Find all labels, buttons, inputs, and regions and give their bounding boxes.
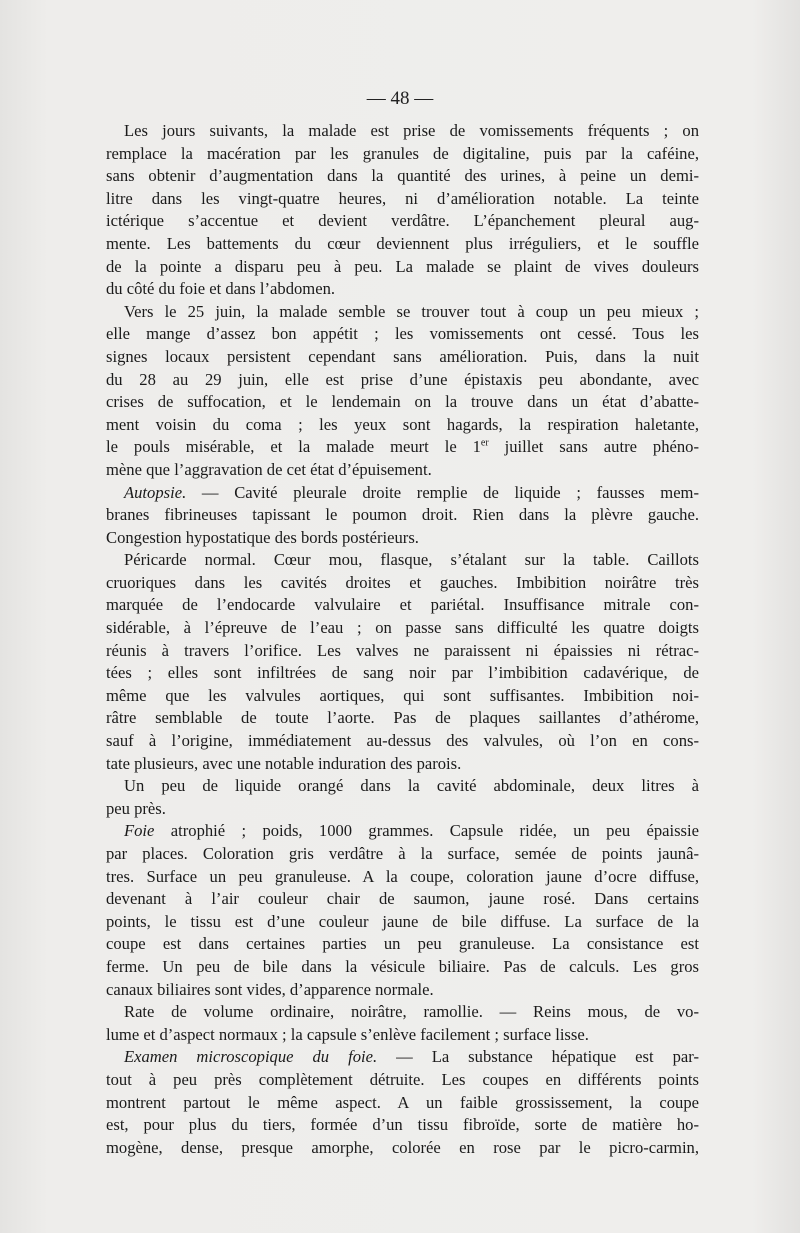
text-line: Congestion hypostatique des bords postérieurs. — [106, 527, 419, 547]
italic-lead: Autopsie. — [124, 482, 187, 502]
text-line: tres. Surface un peu granuleuse. A la coupe, coloration jaune d’ocre diffuse, — [106, 866, 699, 886]
text-line: Autopsie. — Cavité pleurale droite remplie de liquide ; fausses mem- — [124, 482, 699, 502]
text-line: Examen microscopique du foie. — La substance hépatique est par- — [124, 1047, 699, 1067]
text-line: ictérique s’accentue et devient verdâtre. L’épanchement pleural aug- — [106, 211, 699, 231]
text-line: réunis à travers l’orifice. Les valves ne paraissent ni épaissies ni rétrac- — [106, 640, 699, 660]
text-line: sans obtenir d’augmentation dans la quantité des urines, à peine un demi- — [106, 166, 699, 186]
text-line: mogène, dense, presque amorphe, colorée en rose par le picro-carmin, — [106, 1137, 699, 1157]
text-line: du côté du foie et dans l’abdomen. — [106, 279, 336, 299]
text-line: devenant à l’air couleur chair de saumon, jaune rosé. Dans certains — [106, 889, 699, 909]
text-line: marquée de l’endocarde valvulaire et pariétal. Insuffisance mitrale con- — [106, 595, 699, 615]
text-line: Les jours suivants, la malade est prise de vomissements fréquents ; on — [124, 121, 699, 140]
text-line: ferme. Un peu de bile dans la vésicule biliaire. Pas de calculs. Les gros — [106, 956, 699, 976]
text-line: le pouls misérable, et la malade meurt le 1er juillet sans autre phéno- — [106, 437, 699, 457]
text-line: Foie atrophié ; poids, 1000 grammes. Capsule ridée, un peu épaissie — [124, 821, 699, 841]
text-line: tées ; elles sont infiltrées de sang noir par l’imbibition cadavérique, de — [106, 663, 699, 683]
text-line: mente. Les battements du cœur deviennent plus irréguliers, et le souffle — [106, 233, 699, 253]
text-line: crises de suffocation, et le lendemain on la trouve dans un état d’abatte- — [106, 392, 699, 412]
text-line: tout à peu près complètement détruite. Les coupes en différents points — [106, 1069, 699, 1089]
text-line: canaux biliaires sont vides, d’apparence normale. — [106, 979, 434, 999]
text-line: elle mange d’assez bon appétit ; les vomissements ont cessé. Tous les — [106, 324, 699, 344]
text-line: Un peu de liquide orangé dans la cavité abdominale, deux litres à — [124, 776, 699, 796]
text-line: même que les valvules aortiques, qui sont suffisantes. Imbibition noi- — [106, 685, 699, 705]
text-line: remplace la macération par les granules de digitaline, puis par la caféine, — [106, 143, 699, 163]
text-line: Vers le 25 juin, la malade semble se trouver tout à coup un peu mieux ; — [124, 301, 699, 321]
text-line: peu près. — [106, 798, 166, 818]
text-line: sidérable, à l’épreuve de l’eau ; on passe sans difficulté les quatre doigts — [106, 618, 699, 638]
text-line: litre dans les vingt-quatre heures, ni d’amélioration notable. La teinte — [106, 188, 699, 208]
text-line: branes fibrineuses tapissant le poumon droit. Rien dans la plèvre gauche. — [106, 505, 699, 525]
text-line: signes locaux persistent cependant sans amélioration. Puis, dans la nuit — [106, 346, 699, 366]
text-line: coupe est dans certaines parties un peu granuleuse. La consistance est — [106, 934, 699, 954]
text-line: Rate de volume ordinaire, noirâtre, ramollie. — Reins mous, de vo- — [124, 1002, 699, 1022]
text-line: montrent partout le même aspect. A un faible grossissement, la coupe — [106, 1092, 699, 1112]
italic-lead: Foie — [124, 821, 155, 841]
italic-lead: Examen microscopique du foie. — [124, 1047, 378, 1067]
text-line: de la pointe a disparu peu à peu. La malade se plaint de vives douleurs — [106, 256, 699, 276]
text-line: est, pour plus du tiers, formée d’un tissu fibroïde, sorte de matière ho- — [106, 1115, 699, 1135]
text-line: ment voisin du coma ; les yeux sont hagards, la respiration haletante, — [106, 414, 699, 434]
text-line: lume et d’aspect normaux ; la capsule s’enlève facilement ; surface lisse. — [106, 1024, 589, 1044]
text-line: Péricarde normal. Cœur mou, flasque, s’étalant sur la table. Caillots — [124, 550, 699, 570]
page-number: — 48 — — [366, 88, 434, 109]
superscript: er — [480, 437, 489, 449]
text-line: sauf à l’origine, immédiatement au-dessus des valvules, où l’on en cons- — [106, 731, 699, 751]
text-line: tate plusieurs, avec une notable induration des parois. — [106, 753, 462, 773]
body-text — [106, 120, 699, 1159]
text-line: du 28 au 29 juin, elle est prise d’une épistaxis peu abondante, avec — [106, 369, 699, 389]
text-line: points, le tissu est d’une couleur jaune de bile diffuse. La surface de la — [106, 911, 699, 931]
text-line: cruoriques dans les cavités droites et gauches. Imbibition noirâtre très — [106, 572, 699, 592]
text-line: râtre semblable de toute l’aorte. Pas de plaques saillantes d’athérome, — [106, 708, 699, 728]
text-line: mène que l’aggravation de cet état d’épuisement. — [106, 459, 432, 479]
text-line: par places. Coloration gris verdâtre à la surface, semée de points jaunâ- — [106, 844, 699, 863]
